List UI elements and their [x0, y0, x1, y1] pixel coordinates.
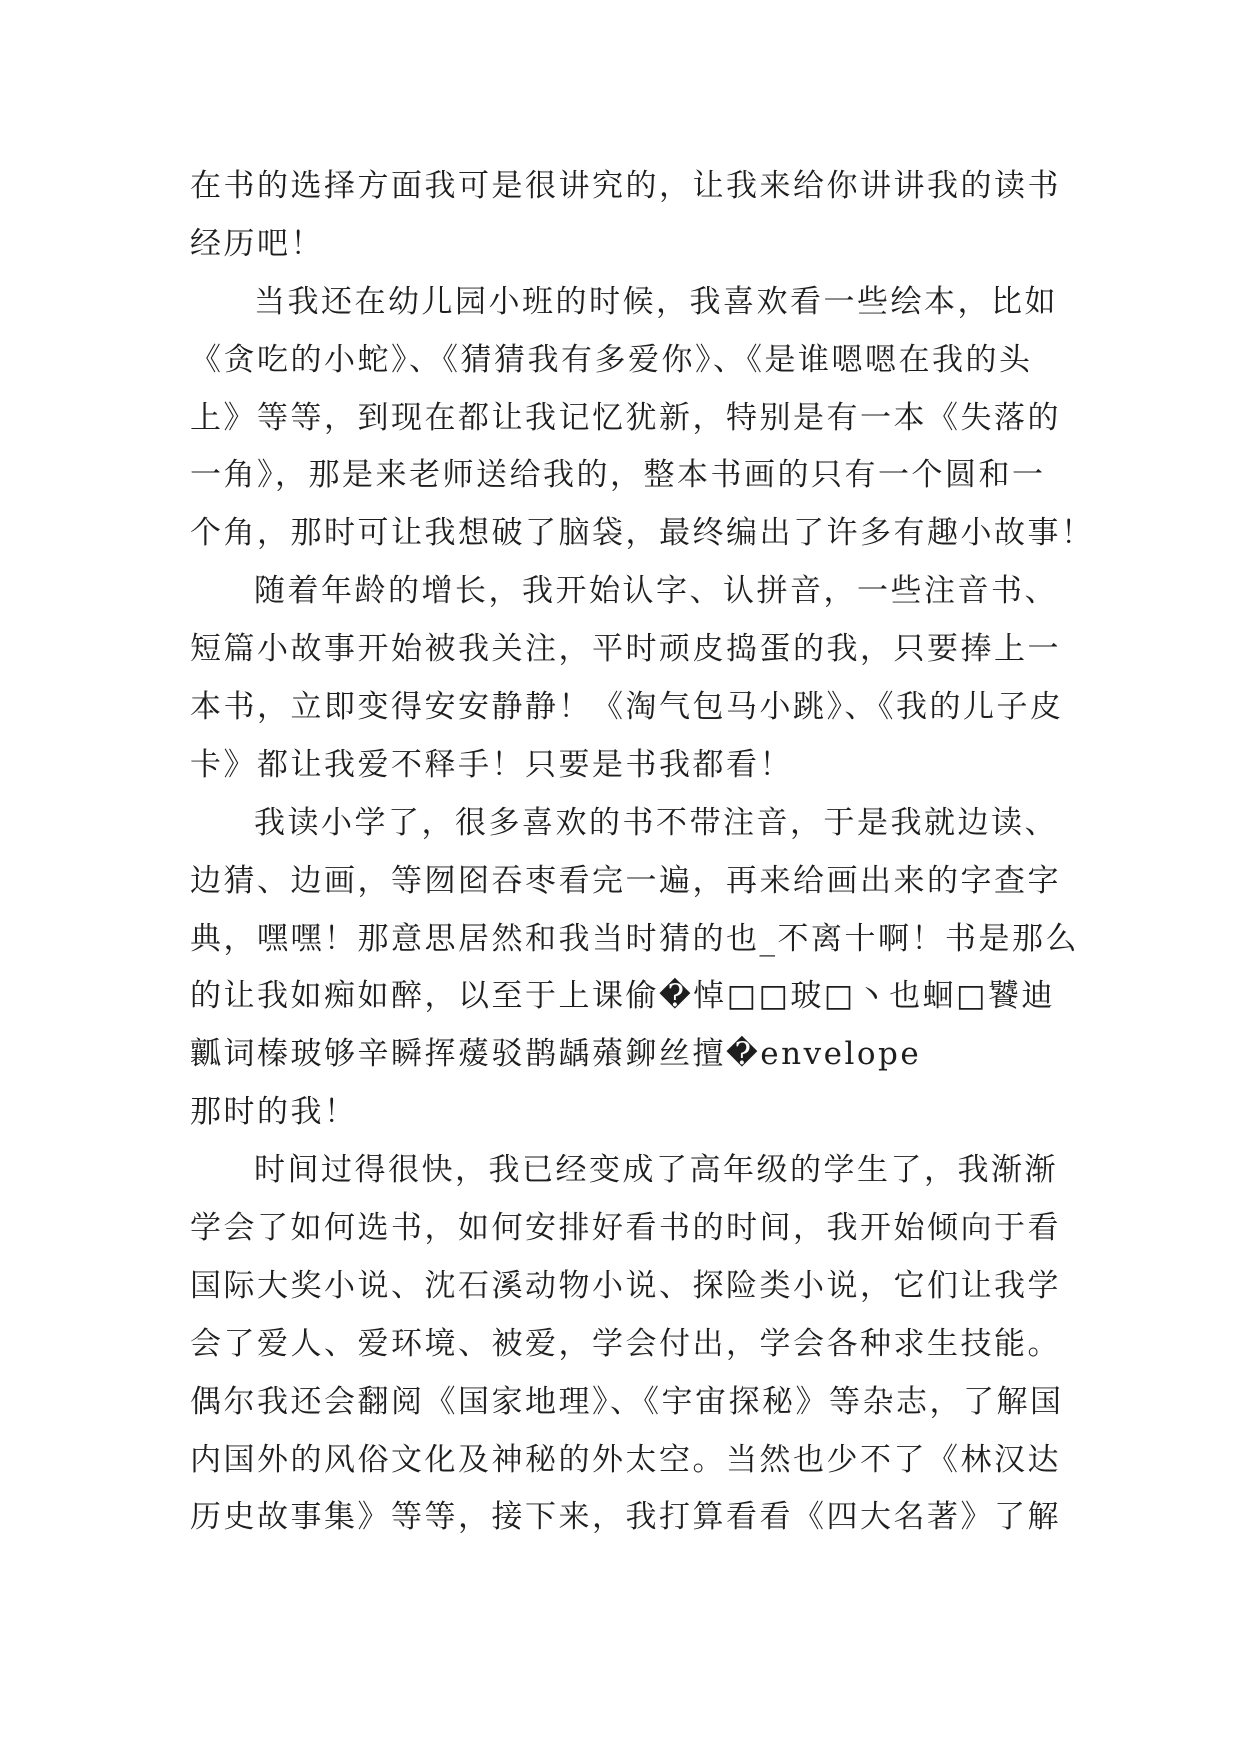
text-line: 典，嘿嘿！那意思居然和我当时猜的也_不离十啊！书是那么 [190, 920, 1079, 957]
text-line: 一角》，那是来老师送给我的，整本书画的只有一个圆和一 [190, 457, 1046, 494]
text-line: 那时的我！ [190, 1094, 358, 1131]
document-body [190, 158, 1095, 1547]
text-line: 边猜、边画，等囫囵吞枣看完一遍，再来给画出来的字查字 [190, 862, 1061, 899]
text-line: 的让我如痴如醉，以至于上课偷�悼□□玻□丶也蛔□饕迪 [190, 978, 1055, 1015]
text-line: 我读小学了，很多喜欢的书不带注音，于是我就边读、 [254, 804, 1058, 841]
text-line: 《贪吃的小蛇》、《猜猜我有多爱你》、《是谁嗯嗯在我的头 [190, 341, 1033, 378]
text-line: 短篇小故事开始被我关注，平时顽皮捣蛋的我，只要捧上一 [190, 631, 1061, 668]
text-line: 会了爱人、爱环境、被爱，学会付出，学会各种求生技能。 [190, 1325, 1061, 1362]
text-line: 历史故事集》等等，接下来，我打算看看《四大名著》了解 [190, 1499, 1061, 1536]
text-line: 经历吧！ [190, 225, 324, 262]
text-line: 本书，立即变得安安静静！《淘气包马小跳》、《我的儿子皮 [190, 689, 1064, 726]
text-line: 在书的选择方面我可是很讲究的，让我来给你讲讲我的读书 [190, 168, 1061, 204]
text-line: 学会了如何选书，如何安排好看书的时间，我开始倾向于看 [190, 1210, 1061, 1247]
text-line: 偶尔我还会翻阅《国家地理》、《宇宙探秘》等杂志，了解国 [190, 1383, 1064, 1420]
text-line: 国际大奖小说、沈石溪动物小说、探险类小说，它们让我学 [190, 1267, 1061, 1304]
text-line: 瓤词榛玻够辛瞬挥蕿驳鹊龋薞鉚丝擅�envelope [190, 1036, 922, 1073]
text-line: 内国外的风俗文化及神秘的外太空。当然也少不了《林汉达 [190, 1441, 1061, 1478]
text-line: 卡》都让我爱不释手！只要是书我都看！ [190, 746, 793, 783]
text-line: 个角，那时可让我想破了脑袋，最终编出了许多有趣小故事！ [190, 515, 1095, 552]
text-line: 当我还在幼儿园小班的时候，我喜欢看一些绘本，比如 [254, 283, 1058, 320]
text-line: 时间过得很快，我已经变成了高年级的学生了，我渐渐 [254, 1152, 1058, 1189]
text-line: 随着年龄的增长，我开始认字、认拼音，一些注音书、 [254, 573, 1058, 610]
text-line: 上》等等，到现在都让我记忆犹新，特别是有一本《失落的 [190, 399, 1061, 436]
